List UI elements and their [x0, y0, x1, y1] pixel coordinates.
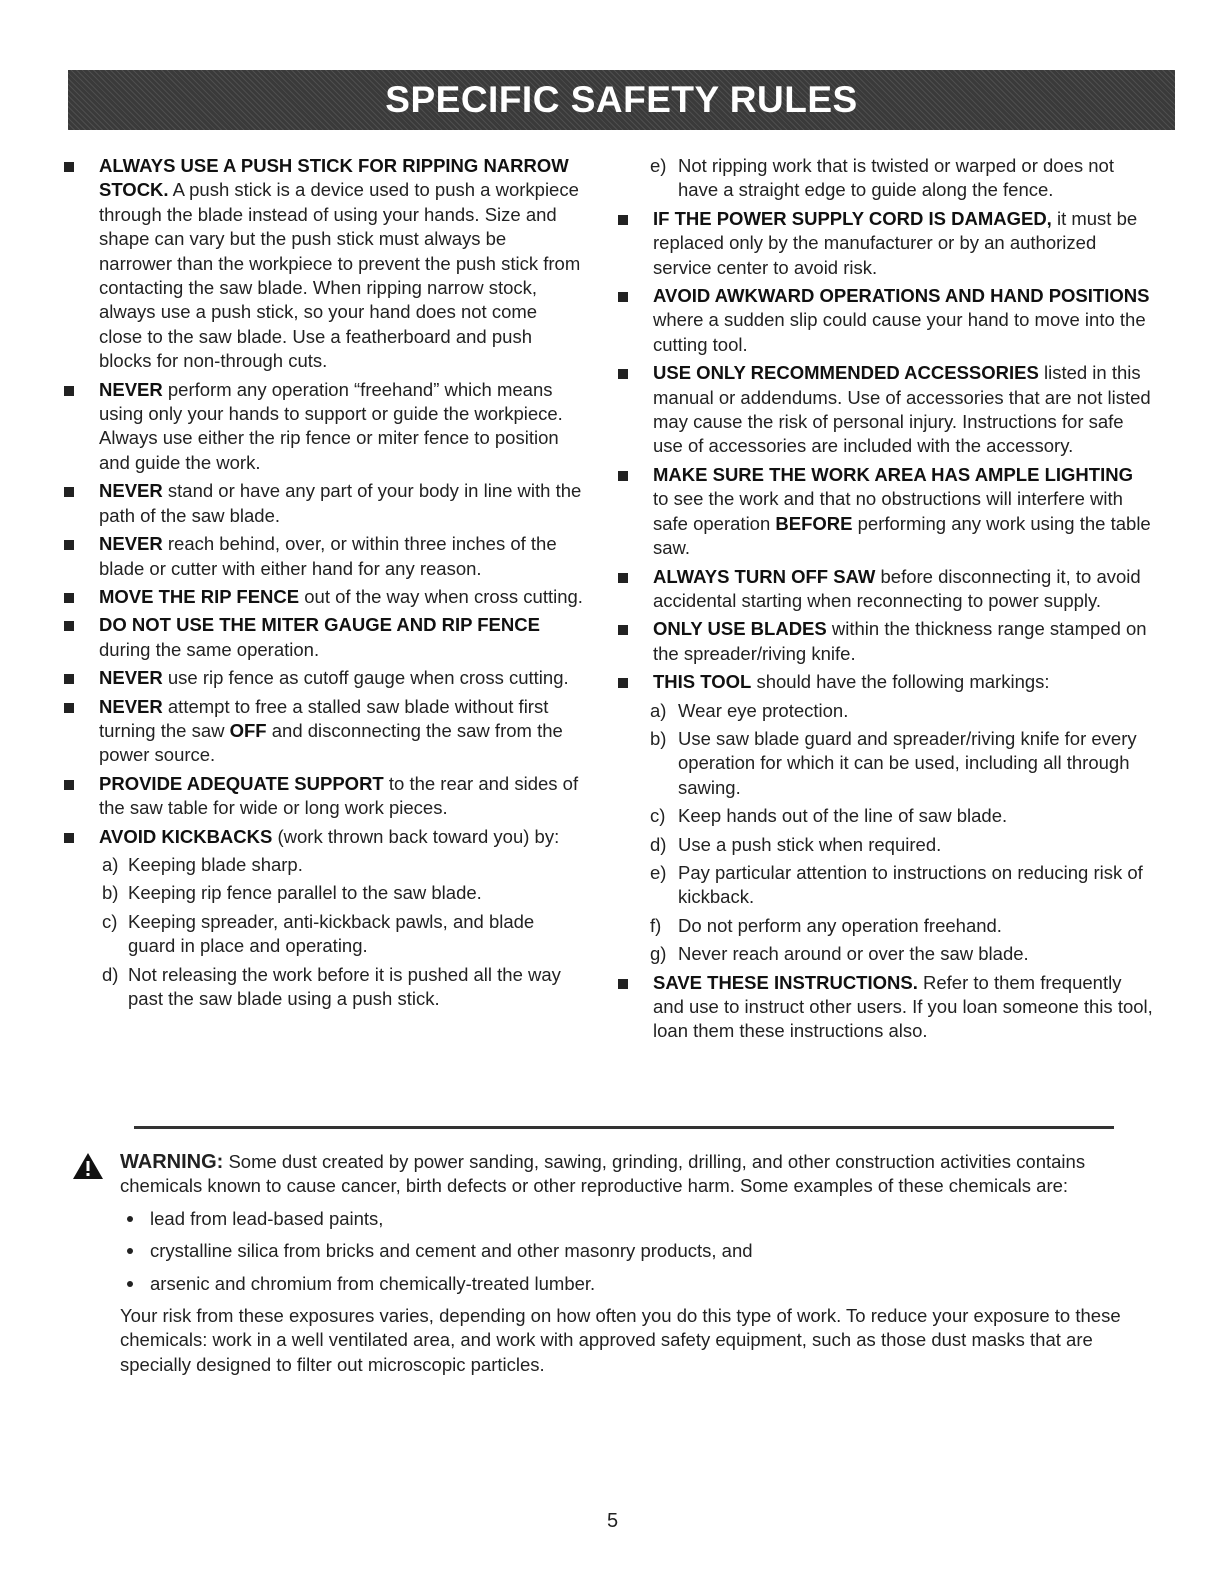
list-text: Not releasing the work before it is pushed all the way past the saw blade using a push stick.	[128, 963, 561, 1009]
list-item	[618, 699, 1153, 723]
list-item	[618, 727, 1153, 800]
warning-block	[72, 1150, 1152, 1377]
left-column	[64, 154, 584, 1015]
bullet-dot-icon	[127, 1248, 133, 1254]
rule-text: where a sudden slip could cause your hand to move into the cutting tool.	[653, 309, 1146, 355]
exposure-paragraph: Your risk from these exposures varies, depending on how often you do this type of work. To reduce your exposure to these chemicals: work in a well ventilated area, and work with approved safety equipment, such as those dust masks that are specially designed to filter out microscopic particles.	[120, 1305, 1121, 1375]
right-column	[618, 154, 1153, 1048]
list-item	[64, 881, 584, 905]
rule-heading: MOVE THE RIP FENCE	[99, 585, 300, 607]
rule-heading: NEVER	[99, 480, 163, 502]
list-text: Use saw blade guard and spreader/riving knife for every operation for which it can be used, including all through sawing.	[678, 727, 1137, 798]
rule-cutoff-gauge	[64, 666, 584, 690]
rule-heading: USE ONLY RECOMMENDED ACCESSORIES	[653, 362, 1039, 384]
rule-blades	[618, 617, 1153, 666]
rule-text: before disconnecting it, to avoid accidental starting when reconnecting to power supply.	[653, 565, 1141, 611]
rule-heading: NEVER	[99, 667, 163, 689]
list-text: lead from lead-based paints,	[150, 1207, 384, 1229]
rule-text: should have the following markings:	[751, 671, 1050, 693]
rule-emphasis: OFF	[229, 719, 267, 741]
bullet-dot-icon	[127, 1216, 133, 1222]
list-item	[120, 1272, 1152, 1296]
list-item	[618, 914, 1153, 938]
rule-heading: SAVE THESE INSTRUCTIONS.	[653, 971, 918, 993]
rule-heading: NEVER	[99, 378, 163, 400]
bullet-square-icon	[618, 369, 628, 379]
list-letter: d)	[650, 833, 667, 855]
list-letter: e)	[650, 861, 667, 883]
rule-heading: ALWAYS TURN OFF SAW	[653, 565, 876, 587]
bullet-square-icon	[64, 780, 74, 790]
list-text: Keeping blade sharp.	[128, 853, 303, 875]
list-text: Keeping rip fence parallel to the saw blade.	[128, 882, 482, 904]
section-divider	[134, 1126, 1114, 1129]
list-text: Keep hands out of the line of saw blade.	[678, 805, 1008, 827]
bullet-square-icon	[64, 674, 74, 684]
warning-triangle-icon	[72, 1152, 104, 1180]
rule-heading: IF THE POWER SUPPLY CORD IS DAMAGED,	[653, 207, 1052, 229]
list-item	[64, 963, 584, 1012]
rule-lighting	[618, 463, 1153, 561]
list-text: arsenic and chromium from chemically-treated lumber.	[150, 1272, 596, 1294]
page-title: SPECIFIC SAFETY RULES	[385, 79, 858, 120]
bullet-dot-icon	[127, 1281, 133, 1287]
rule-text: to see the work and that no obstructions will interfere with safe operation	[653, 488, 1123, 534]
rule-save-instructions	[618, 971, 1153, 1044]
bullet-square-icon	[618, 979, 628, 989]
bullet-square-icon	[618, 573, 628, 583]
list-letter: a)	[102, 853, 119, 875]
rule-stalled-blade	[64, 695, 584, 768]
list-item	[618, 804, 1153, 828]
list-text: Never reach around or over the saw blade.	[678, 943, 1029, 965]
rule-text: performing any work using the table saw.	[653, 512, 1151, 559]
rule-power-cord	[618, 207, 1153, 280]
rule-heading: NEVER	[99, 695, 163, 717]
list-letter: g)	[650, 943, 667, 965]
bullet-square-icon	[618, 625, 628, 635]
list-letter: f)	[650, 914, 662, 936]
bullet-square-icon	[64, 386, 74, 396]
rule-text: it must be replaced only by the manufacturer or by an authorized service center to avoid risk.	[653, 207, 1138, 278]
list-item	[618, 154, 1153, 203]
list-item	[618, 833, 1153, 857]
rule-turn-off	[618, 565, 1153, 614]
rule-heading: THIS TOOL	[653, 671, 752, 693]
rule-text: out of the way when cross cutting.	[299, 585, 583, 607]
rule-emphasis: BEFORE	[775, 512, 853, 534]
page-number: 5	[606, 1510, 619, 1532]
bullet-square-icon	[618, 215, 628, 225]
rule-heading: AVOID AWKWARD OPERATIONS AND HAND POSITIONS	[653, 285, 1150, 307]
list-letter: b)	[650, 727, 667, 749]
rule-text: reach behind, over, or within three inches of the blade or cutter with either hand for any reason.	[99, 533, 557, 579]
section-banner	[68, 70, 1175, 130]
rule-support	[64, 772, 584, 821]
list-text: Do not perform any operation freehand.	[678, 914, 1002, 936]
rule-no-reach	[64, 532, 584, 581]
list-letter: d)	[102, 963, 119, 985]
rule-miter-gauge	[64, 613, 584, 662]
list-letter: a)	[650, 699, 667, 721]
list-item	[618, 861, 1153, 910]
list-letter: b)	[102, 882, 119, 904]
chemical-list	[120, 1207, 1152, 1296]
bullet-square-icon	[64, 540, 74, 550]
rule-text: to the rear and sides of the saw table for wide or long work pieces.	[99, 772, 579, 819]
warning-label: WARNING:	[120, 1151, 224, 1173]
list-letter: c)	[102, 910, 118, 932]
bullet-square-icon	[64, 703, 74, 713]
list-item	[120, 1239, 1152, 1263]
list-text: crystalline silica from bricks and cement and other masonry products, and	[150, 1240, 753, 1262]
list-item	[64, 853, 584, 877]
rule-markings	[618, 670, 1153, 694]
rule-text: (work thrown back toward you) by:	[272, 825, 560, 847]
list-letter: e)	[650, 155, 667, 176]
bullet-square-icon	[64, 833, 74, 843]
rule-body-position	[64, 479, 584, 528]
rule-text: during the same operation.	[99, 638, 320, 660]
warning-paragraph	[120, 1150, 1152, 1199]
list-text: Not ripping work that is twisted or warped or does not have a straight edge to guide along the fence.	[678, 155, 1114, 201]
list-item	[120, 1207, 1152, 1231]
rule-heading: ONLY USE BLADES	[653, 618, 827, 640]
rule-text: use rip fence as cutoff gauge when cross cutting.	[162, 667, 569, 689]
rule-heading: ALWAYS USE A PUSH STICK FOR RIPPING NARROW STOCK.	[99, 155, 569, 201]
bullet-square-icon	[618, 471, 628, 481]
bullet-square-icon	[618, 678, 628, 688]
rule-text: perform any operation “freehand” which means using only your hands to support or guide the workpiece. Always use either the rip fence or miter fence to position and guide the work.	[99, 378, 563, 473]
bullet-square-icon	[618, 292, 628, 302]
list-text: Keeping spreader, anti-kickback pawls, and blade guard in place and operating.	[128, 910, 535, 957]
rule-text: listed in this manual or addendums. Use of accessories that are not listed may cause the risk of personal injury. Instructions for safe use of accessories are included with the accessory.	[653, 362, 1151, 457]
rule-no-freehand	[64, 378, 584, 476]
rule-heading: AVOID KICKBACKS	[99, 825, 273, 847]
rule-move-fence	[64, 585, 584, 609]
rule-awkward-operations	[618, 284, 1153, 357]
list-text: Wear eye protection.	[678, 699, 849, 721]
list-text: Pay particular attention to instructions on reducing risk of kickback.	[678, 861, 1143, 908]
list-item	[618, 942, 1153, 966]
rule-heading: PROVIDE ADEQUATE SUPPORT	[99, 772, 384, 794]
bullet-square-icon	[64, 162, 74, 172]
rule-text: Refer to them frequently and use to instruct other users. If you loan someone this tool, loan them these instructions also.	[653, 971, 1153, 1042]
list-letter: c)	[650, 805, 666, 827]
list-text: Use a push stick when required.	[678, 833, 942, 855]
bullet-square-icon	[64, 593, 74, 603]
rule-accessories	[618, 361, 1153, 459]
bullet-square-icon	[64, 621, 74, 631]
rule-heading: MAKE SURE THE WORK AREA HAS AMPLE LIGHTING	[653, 463, 1133, 485]
rule-text: stand or have any part of your body in line with the path of the saw blade.	[99, 480, 582, 526]
rule-text: attempt to free a stalled saw blade without first turning the saw	[99, 695, 549, 741]
rule-avoid-kickbacks	[64, 825, 584, 849]
rule-heading: NEVER	[99, 533, 163, 555]
rule-text: A push stick is a device used to push a workpiece through the blade instead of using your hands. Size and shape can vary but the push stick must always be narrower than the workpiece to prevent the push stick from contacting the saw blade. When ripping narrow stock, always use a push stick, so your hand does not come close to the saw blade. Use a featherboard and push blocks for non-through cuts.	[99, 179, 581, 372]
rule-push-stick	[64, 154, 584, 374]
rule-text: within the thickness range stamped on the spreader/riving knife.	[653, 618, 1147, 664]
list-item	[64, 910, 584, 959]
rule-heading: DO NOT USE THE MITER GAUGE AND RIP FENCE	[99, 614, 540, 636]
rule-text: and disconnecting the saw from the power source.	[99, 719, 563, 766]
bullet-square-icon	[64, 487, 74, 497]
warning-text: Some dust created by power sanding, sawing, grinding, drilling, and other construction activities contains chemicals known to cause cancer, birth defects or other reproductive harm. Some examples of these chemicals are:	[120, 1151, 1086, 1197]
